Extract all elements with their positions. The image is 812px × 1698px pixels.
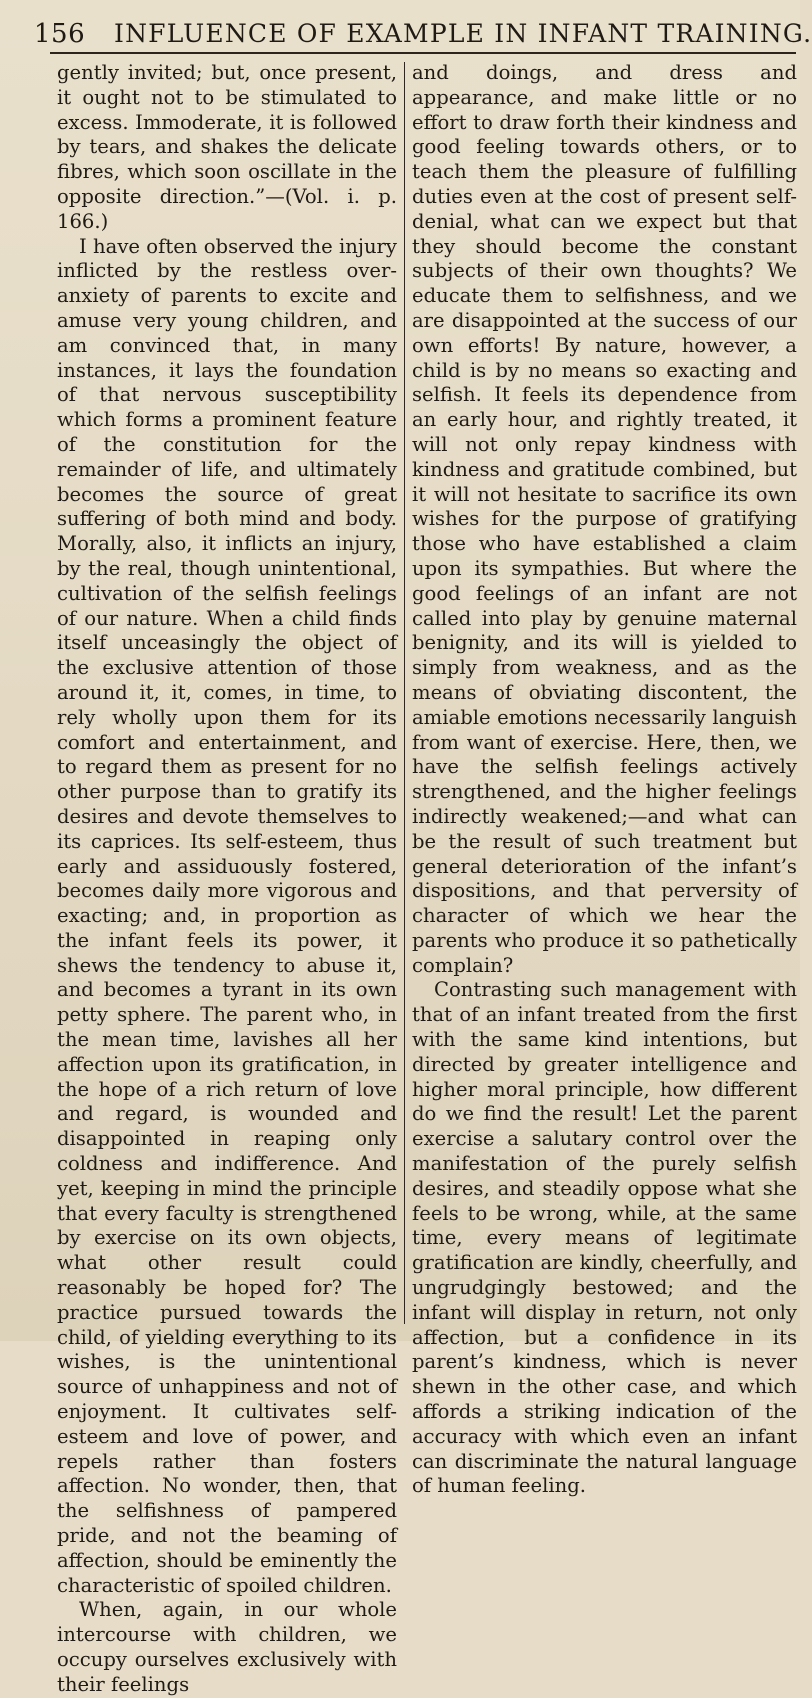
page-number: 156 [34, 19, 86, 49]
right-paragraph-contrasting: Contrasting such management with that of an infant treated from the first with the same kind intentions, but directed by greater intelligence and higher moral principle, how different do we find the result! Let the parent exercise a salutary control over the manifestation of the purely selfish desires, and steadily oppose what she feels to be wrong, while, at the same time, every means of legitimate gratification are kindly, cheerfully, and ungrudgingly bestowed; and the infant will display in return, not only affection, but a confidence in its parent’s kindness, which is never shewn in the other case, and which affords a striking indication of the accuracy with which even an infant can discriminate the natural language of human feeling. [412, 978, 797, 1498]
right-column [412, 61, 797, 1498]
left-paragraph-injury: I have often observed the injury inflicted by the restless over-anxiety of parents to excite and amuse very young children, and am convinced that, in many instances, it lays the foundation of that nervous susceptibility which forms a prominent feature of the constitution for the remainder of life, and ultimately becomes the source of great suffering of both mind and body. Morally, also, it inflicts an injury, by the real, though unintentional, cultivation of the selfish feelings of our nature. When a child finds itself unceasingly the object of the exclusive attention of those around it, it, comes, in time, to rely wholly upon them for its comfort and entertainment, and to regard them as present for no other purpose than to gratify its desires and devote themselves to its caprices. Its self-esteem, thus early and assiduously fostered, becomes daily more vigorous and exacting; and, in proportion as the infant feels its power, it shews the tendency to abuse it, and becomes a tyrant in its own petty sphere. The parent who, in the mean time, lavishes all her affection upon its gratification, in the hope of a rich return of love and regard, is wounded and disappointed in reaping only coldness and indifference. And yet, keeping in mind the principle that every faculty is strengthened by exercise on its own objects, what other result could reasonably be hoped for? The practice pursued towards the child, of yielding everything to its wishes, is the unintentional source of unhappiness and not of enjoyment. It cultivates self-esteem and love of power, and repels rather than fosters affection. No wonder, then, that the selfishness of pampered pride, and not the beaming of affection, should be eminently the characteristic of spoiled children. [57, 234, 397, 1597]
column-divider [404, 62, 405, 1324]
left-paragraph-continuation: gently invited; but, once present, it ought not to be stimulated to excess. Immoderate, it is followed by tears, and shakes the delicate fibres, which soon oscillate in the opposite direction.”—(Vol. i. p. 166.) [57, 61, 397, 233]
header-rule [50, 52, 796, 54]
running-head: INFLUENCE OF EXAMPLE IN INFANT TRAINING. [114, 19, 812, 48]
left-paragraph-intercourse: When, again, in our whole intercourse with children, we occupy ourselves exclusively with their feelings [57, 1598, 397, 1696]
left-column [57, 61, 397, 1696]
right-paragraph-continuation: and doings, and dress and appearance, and make little or no effort to draw forth their kindness and good feeling towards others, or to teach them the pleasure of fulfilling duties even at the cost of present self-denial, what can we expect but that they should become the constant subjects of their own thoughts? We educate them to selfishness, and we are disappointed at the success of our own efforts! By nature, however, a child is by no means so exacting and selfish. It feels its dependence from an early hour, and rightly treated, it will not only repay kindness with kindness and gratitude combined, but it will not hesitate to sacrifice its own wishes for the purpose of gratifying those who have established a claim upon its sympathies. But where the good feelings of an infant are not called into play by genuine maternal benignity, and its will is yielded to simply from weakness, and as the means of obviating discontent, the amiable emotions necessarily languish from want of exercise. Here, then, we have the selfish feelings actively strengthened, and the higher feelings indirectly weakened;—and what can be the result of such treatment but general deterioration of the infant’s dispositions, and that perversity of character of which we hear the parents who produce it so pathetically complain? [412, 61, 797, 977]
page-header [34, 17, 812, 57]
